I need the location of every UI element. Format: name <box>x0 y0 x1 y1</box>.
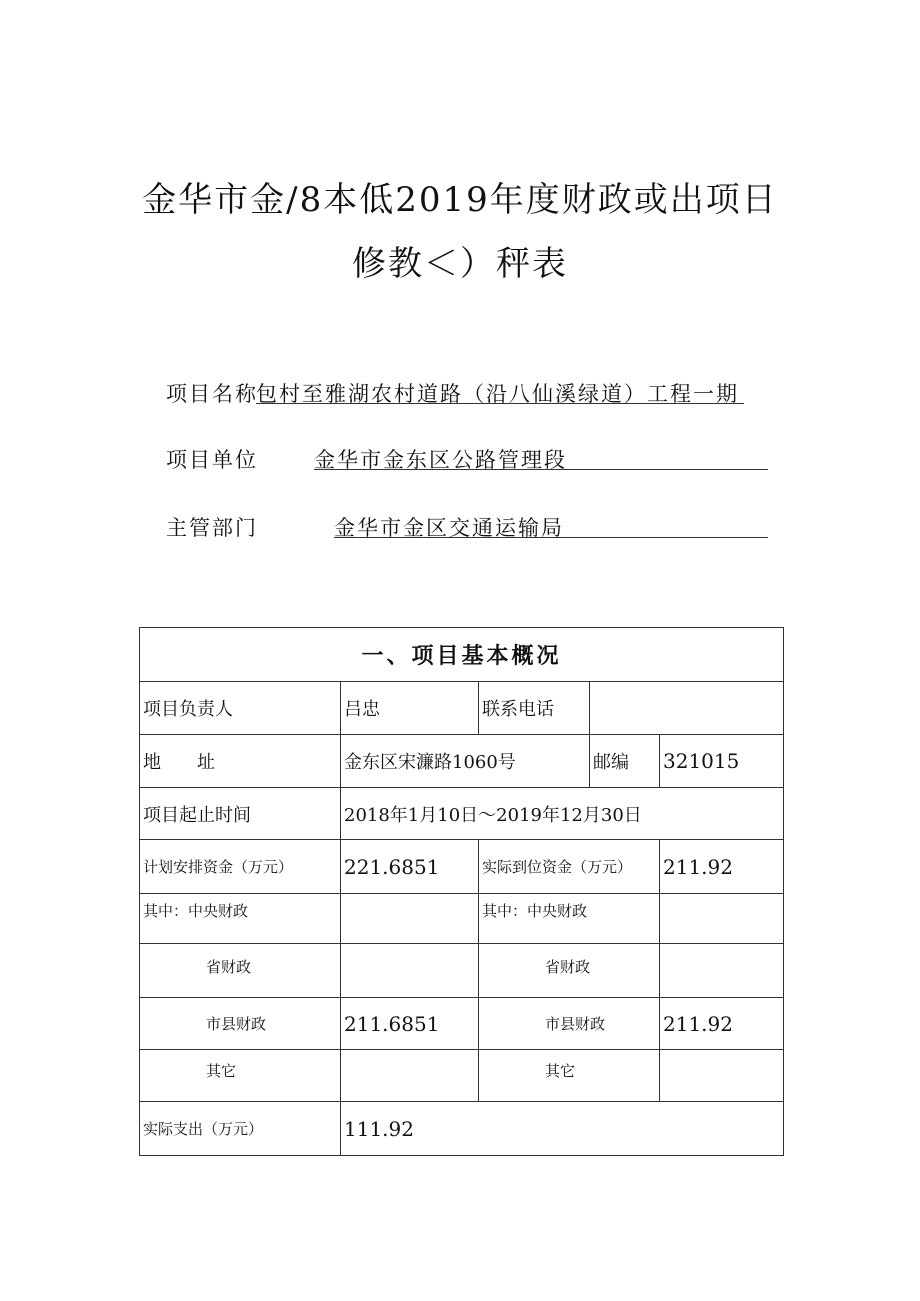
city-finance-label-left: 市县财政 <box>140 998 341 1050</box>
table-row <box>140 1102 784 1156</box>
document-title-line-2: 修教＜）秤表 <box>352 244 568 284</box>
supervising-dept-underline <box>334 537 768 538</box>
period-label: 项目起止时间 <box>140 788 341 840</box>
address-label: 地 址 <box>140 735 341 788</box>
central-finance-value-right <box>660 894 784 944</box>
table-row <box>140 682 784 735</box>
central-finance-value-left <box>341 894 479 944</box>
actual-expense-value: 111.92 <box>341 1102 784 1156</box>
period-value: 2018年1月10日～2019年12月30日 <box>341 788 784 840</box>
supervising-dept-label: 主管部门 <box>166 516 258 540</box>
other-finance-value-left <box>341 1050 479 1102</box>
postcode-value: 321015 <box>660 735 784 788</box>
table-header-row <box>140 628 784 682</box>
actual-funds-value: 211.92 <box>660 840 784 894</box>
table-row <box>140 894 784 944</box>
project-unit-value: 金华市金东区公路管理段 <box>314 448 567 472</box>
central-finance-label-left: 其中：中央财政 <box>140 894 341 944</box>
other-finance-label-left: 其它 <box>140 1050 341 1102</box>
province-finance-value-left <box>341 944 479 998</box>
table-row <box>140 840 784 894</box>
project-unit-underline <box>314 469 768 470</box>
leader-label: 项目负责人 <box>140 682 341 735</box>
city-finance-value-right: 211.92 <box>660 998 784 1050</box>
other-finance-value-right <box>660 1050 784 1102</box>
project-name-value: 包村至雅湖农村道路（沿八仙溪绿道）工程一期 <box>256 382 739 406</box>
section-header: 一、项目基本概况 <box>140 628 784 682</box>
project-overview-table <box>139 627 784 1156</box>
project-unit-label: 项目单位 <box>166 448 258 472</box>
table-row <box>140 998 784 1050</box>
actual-funds-label: 实际到位资金（万元） <box>479 840 660 894</box>
postcode-label: 邮编 <box>590 735 660 788</box>
city-finance-value-left: 211.6851 <box>341 998 479 1050</box>
province-finance-value-right <box>660 944 784 998</box>
project-name-label: 项目名称 <box>166 382 258 406</box>
other-finance-label-right: 其它 <box>479 1050 660 1102</box>
province-finance-label-left: 省财政 <box>140 944 341 998</box>
phone-value <box>590 682 784 735</box>
supervising-dept-value: 金华市金区交通运输局 <box>334 516 564 540</box>
address-value: 金东区宋濂路1060号 <box>341 735 590 788</box>
table-row <box>140 735 784 788</box>
central-finance-label-right: 其中：中央财政 <box>479 894 660 944</box>
table-row <box>140 944 784 998</box>
leader-value: 吕忠 <box>341 682 479 735</box>
project-name-underline <box>256 403 744 404</box>
table-row <box>140 1050 784 1102</box>
document-title-line-1: 金华市金/8本低2019年度财政或出项日 <box>142 180 778 220</box>
planned-funds-label: 计划安排资金（万元） <box>140 840 341 894</box>
actual-expense-label: 实际支出（万元） <box>140 1102 341 1156</box>
planned-funds-value: 221.6851 <box>341 840 479 894</box>
province-finance-label-right: 省财政 <box>479 944 660 998</box>
city-finance-label-right: 市县财政 <box>479 998 660 1050</box>
table-row <box>140 788 784 840</box>
phone-label: 联系电话 <box>479 682 590 735</box>
